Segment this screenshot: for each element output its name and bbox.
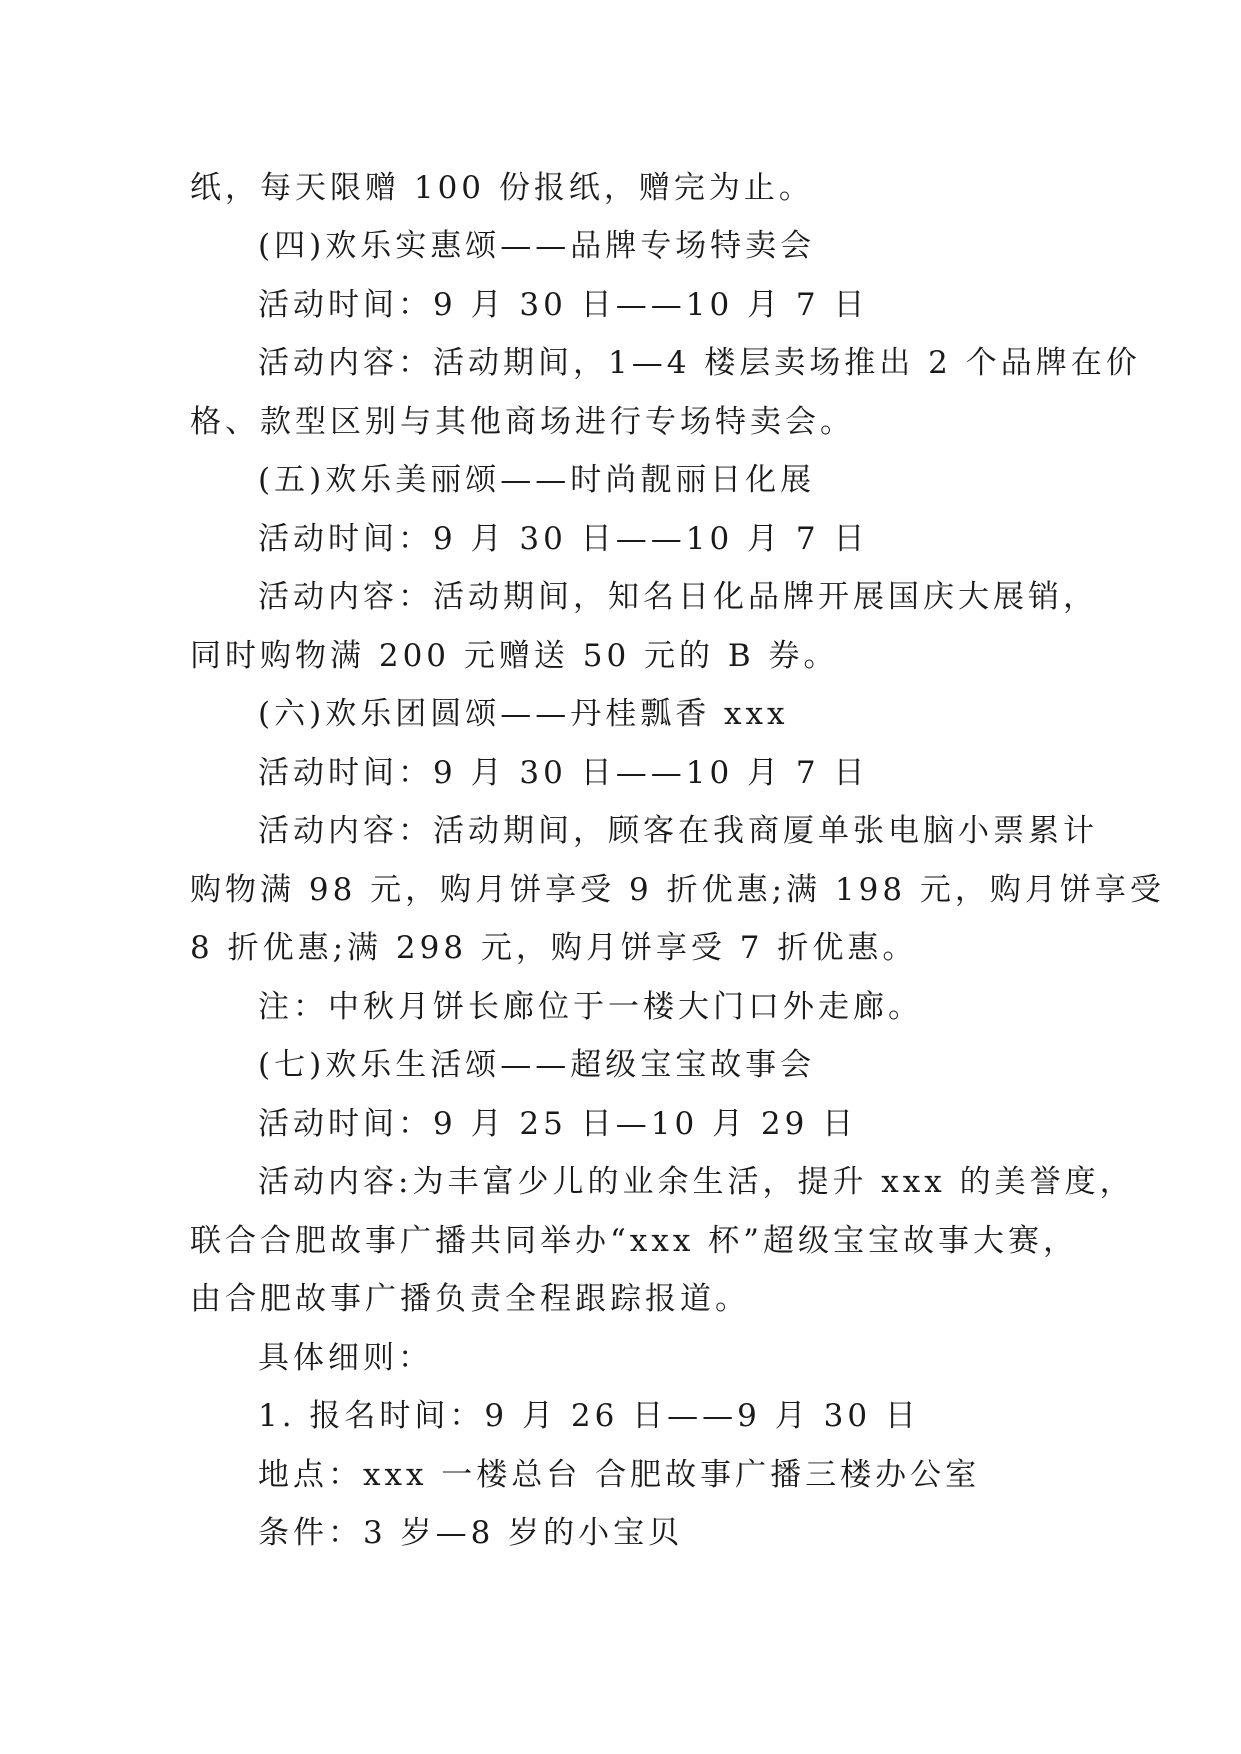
text-line-8: 活动内容：活动期间，知名日化品牌开展国庆大展销， (258, 579, 1098, 615)
section-heading-6: (六)欢乐团圆颂——丹桂瓢香 xxx (258, 696, 789, 732)
text-line-7: 活动时间：9 月 30 日——10 月 7 日 (258, 521, 869, 557)
text-line-15: 注：中秋月饼长廊位于一楼大门口外走廊。 (258, 989, 923, 1025)
section-heading-7: (七)欢乐生活颂——超级宝宝故事会 (258, 1047, 816, 1083)
section-heading-4: (四)欢乐实惠颂——品牌专场特卖会 (258, 228, 816, 264)
text-line-13: 购物满 98 元，购月饼享受 9 折优惠;满 198 元，购月饼享受 (190, 872, 1165, 908)
text-line-21: 具体细则： (258, 1340, 433, 1376)
text-line-18: 活动内容:为丰富少儿的业余生活，提升 xxx 的美誉度， (258, 1164, 1135, 1200)
text-line-3: 活动时间：9 月 30 日——10 月 7 日 (258, 287, 869, 323)
text-line-1: 纸，每天限赠 100 份报纸，赠完为止。 (190, 170, 814, 206)
text-line-11: 活动时间：9 月 30 日——10 月 7 日 (258, 755, 869, 791)
text-line-24: 条件：3 岁—8 岁的小宝贝 (258, 1515, 684, 1551)
text-line-4: 活动内容：活动期间，1—4 楼层卖场推出 2 个品牌在价 (258, 345, 1141, 381)
text-line-17: 活动时间：9 月 25 日—10 月 29 日 (258, 1106, 858, 1142)
text-line-9: 同时购物满 200 元赠送 50 元的 B 券。 (190, 638, 839, 674)
text-line-5: 格、款型区别与其他商场进行专场特卖会。 (190, 404, 855, 440)
text-line-14: 8 折优惠;满 298 元，购月饼享受 7 折优惠。 (190, 930, 918, 966)
text-line-12: 活动内容：活动期间，顾客在我商厦单张电脑小票累计 (258, 813, 1098, 849)
text-line-20: 由合肥故事广播负责全程跟踪报道。 (190, 1281, 750, 1317)
section-heading-5: (五)欢乐美丽颂——时尚靓丽日化展 (258, 462, 816, 498)
text-line-22: 1. 报名时间：9 月 26 日——9 月 30 日 (258, 1398, 920, 1434)
text-line-23: 地点：xxx 一楼总台 合肥故事广播三楼办公室 (258, 1457, 981, 1493)
text-line-19: 联合合肥故事广播共同举办“xxx 杯”超级宝宝故事大赛， (190, 1223, 1078, 1259)
